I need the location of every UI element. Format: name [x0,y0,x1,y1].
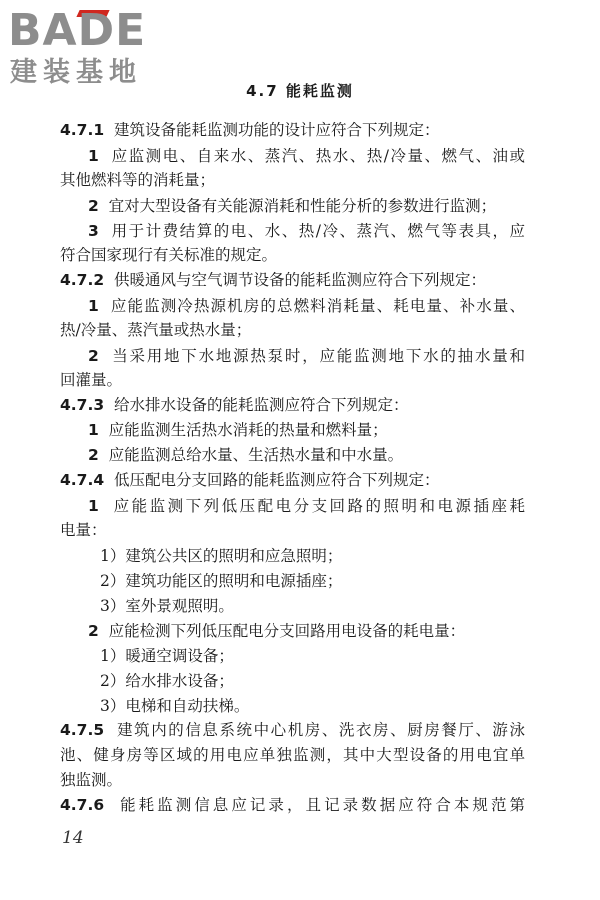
item-text: 应能检测下列低压配电分支回路用电设备的耗电量： [108,622,466,640]
sub-item [60,671,234,691]
item-text: 用于计费结算的电、水、热/冷、蒸汽、燃气等表具，应 [111,222,525,240]
clause-4-7-5 [60,720,525,740]
list-item [60,146,525,166]
sub-item-number: 2） [100,572,126,590]
clause-4-7-2 [60,270,486,290]
list-item [60,346,525,366]
item-text: 应监测电、自来水、蒸汽、热水、热/冷量、燃气、油或 [111,147,525,165]
sub-item [60,596,234,616]
sub-item-number: 3） [100,597,126,615]
item-number: 1 [88,147,99,165]
list-item [60,196,496,216]
item-text: 应能监测冷热源机房的总燃料消耗量、耗电量、补水量、 [110,297,525,315]
sub-item [60,571,342,591]
clause-continuation: 独监测。 [60,771,123,789]
section-title: 4.7 能耗监测 [246,82,354,100]
item-number: 2 [88,446,99,464]
clause-text: 低压配电分支回路的能耗监测应符合下列规定： [114,471,440,489]
sub-item-number: 2） [100,672,126,690]
item-continuation: 其他燃料等的消耗量； [60,171,216,189]
list-item [60,621,465,641]
clause-number: 4.7.6 [60,796,105,814]
item-number: 2 [88,347,99,365]
item-number: 1 [88,497,99,515]
item-number: 2 [88,197,99,215]
clause-number: 4.7.5 [60,721,105,739]
list-item [60,221,525,241]
sub-item-text: 建筑公共区的照明和应急照明； [125,547,343,565]
clause-number: 4.7.1 [60,121,105,139]
clause-4-7-1 [60,120,440,140]
item-text: 宜对大型设备有关能源消耗和性能分析的参数进行监测； [108,197,497,215]
logo-subtitle: 建装基地 [10,57,142,88]
sub-item-text: 室外景观照明。 [125,597,234,615]
item-continuation: 电量： [60,521,107,539]
clause-4-7-4 [60,470,440,490]
logo-wordmark: BADE [8,5,147,56]
sub-item-number: 1） [100,547,126,565]
clause-text: 建筑内的信息系统中心机房、洗衣房、厨房餐厅、游泳 [117,721,525,739]
item-number: 1 [88,421,99,439]
sub-item-number: 1） [100,647,126,665]
clause-4-7-3 [60,395,409,415]
clause-number: 4.7.2 [60,271,105,289]
item-text: 应能监测生活热水消耗的热量和燃料量； [108,421,388,439]
sub-item-text: 暖通空调设备； [125,647,234,665]
list-item [60,420,388,440]
item-number: 3 [88,222,99,240]
list-item [60,445,403,465]
clause-text: 供暖通风与空气调节设备的能耗监测应符合下列规定： [114,271,487,289]
item-text: 当采用地下水地源热泵时，应能监测地下水的抽水量和 [112,347,525,365]
clause-number: 4.7.3 [60,396,105,414]
sub-item-text: 给水排水设备； [125,672,234,690]
list-item [60,496,525,516]
clause-text: 能耗监测信息应记录，且记录数据应符合本规范第 [120,796,525,814]
item-continuation: 符合国家现行有关标准的规定。 [60,246,278,264]
page-number: 14 [62,828,84,848]
item-number: 1 [88,297,99,315]
item-continuation: 热/冷量、蒸汽量或热水量； [60,321,252,339]
sub-item [60,546,342,566]
item-text: 应能监测下列低压配电分支回路的照明和电源插座耗 [113,497,525,515]
list-item [60,296,525,316]
clause-text: 建筑设备能耗监测功能的设计应符合下列规定： [114,121,440,139]
sub-item [60,646,234,666]
sub-item [60,696,249,716]
clause-text: 给水排水设备的能耗监测应符合下列规定： [114,396,409,414]
sub-item-number: 3） [100,697,126,715]
item-text: 应能监测总给水量、生活热水量和中水量。 [108,446,404,464]
sub-item-text: 电梯和自动扶梯。 [125,697,250,715]
clause-continuation: 池、健身房等区域的用电应单独监测，其中大型设备的用电宜单 [60,746,525,764]
clause-4-7-6 [60,795,525,815]
sub-item-text: 建筑功能区的照明和电源插座； [125,572,343,590]
item-continuation: 回灌量。 [60,371,123,389]
clause-number: 4.7.4 [60,471,105,489]
item-number: 2 [88,622,99,640]
